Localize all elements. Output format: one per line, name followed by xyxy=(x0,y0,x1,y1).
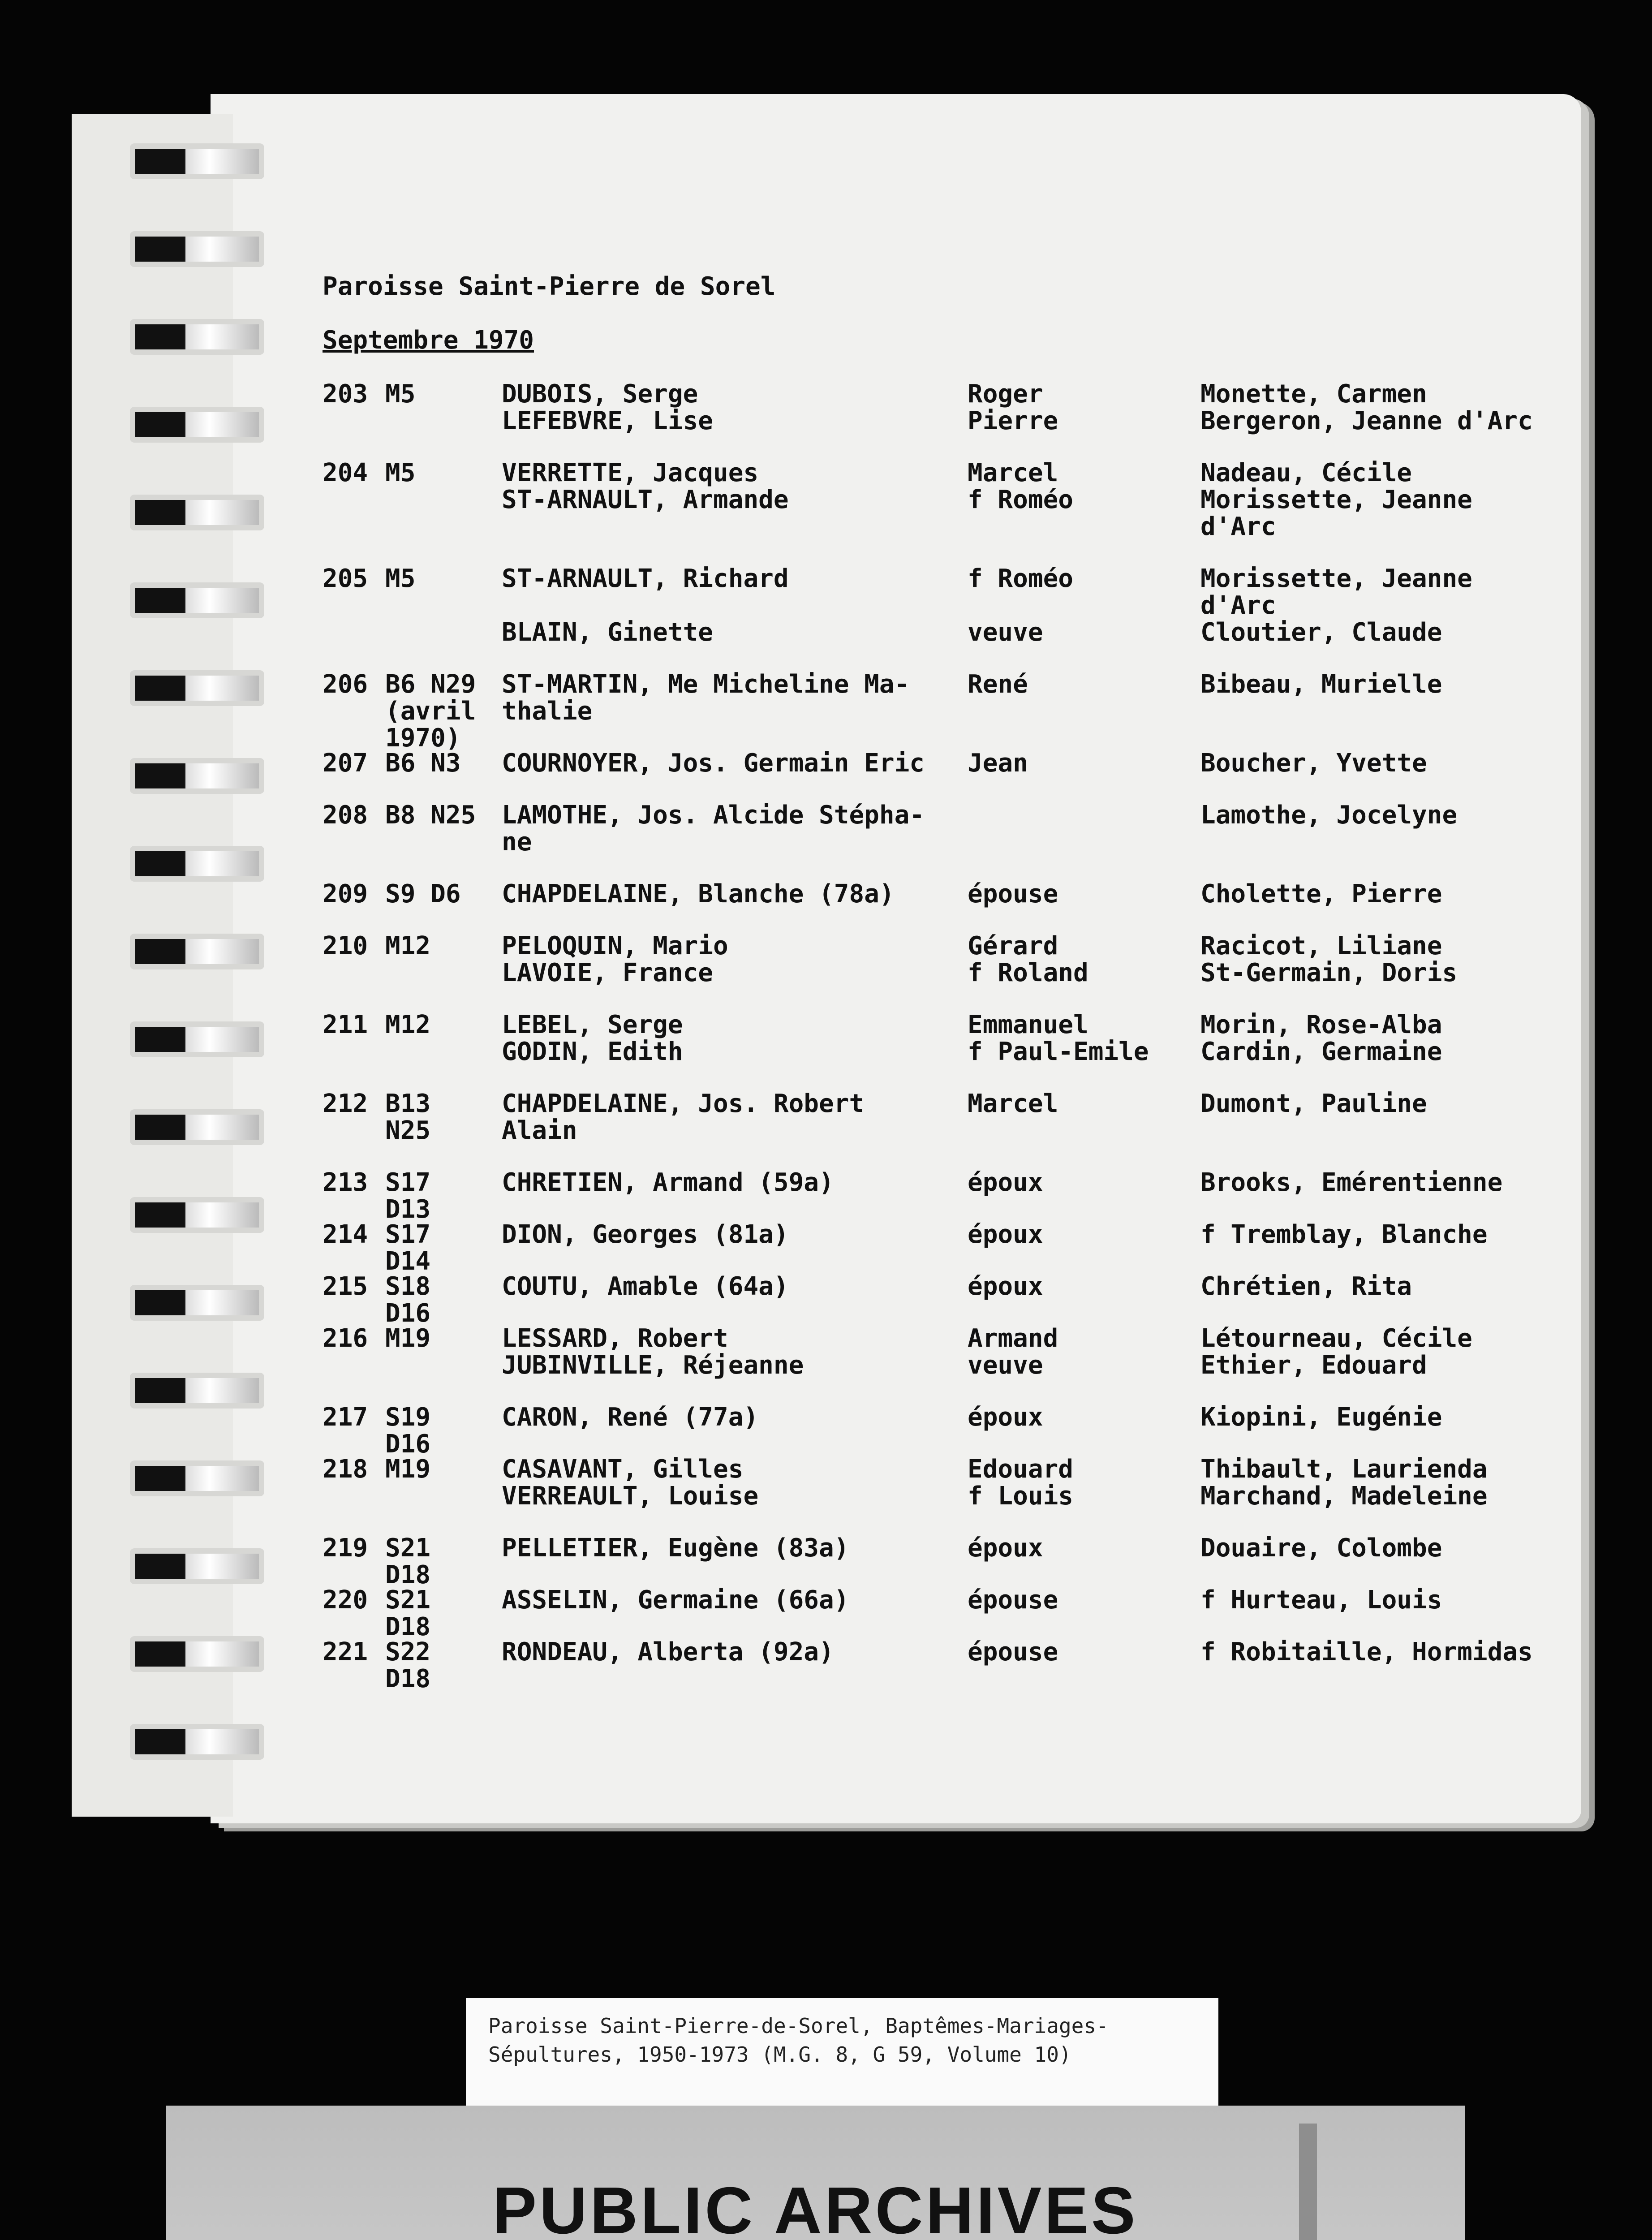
entry-number: 205 xyxy=(323,564,368,593)
spiral-ring xyxy=(130,1021,264,1057)
entry-other-parent: Bibeau, Murielle xyxy=(1200,670,1442,699)
entry-number: 211 xyxy=(323,1010,368,1039)
entry-parent: épouse xyxy=(968,1637,1058,1667)
entry-number: 213 xyxy=(323,1168,368,1197)
banner-edge xyxy=(1299,2124,1317,2240)
microfilm-label xyxy=(466,1998,1218,2106)
entry-code: S19 D16 xyxy=(385,1403,431,1459)
entry-parent: époux xyxy=(968,1403,1043,1432)
entry-parent: époux xyxy=(968,1168,1043,1197)
entry-code: S18 D16 xyxy=(385,1272,431,1328)
entry-other-parent: f Hurteau, Louis xyxy=(1200,1585,1442,1615)
entry-number: 215 xyxy=(323,1272,368,1301)
spiral-ring xyxy=(130,1285,264,1321)
label-line-1: Paroisse Saint-Pierre-de-Sorel, Baptêmes-Mariages- xyxy=(488,2014,1109,2038)
entry-code: M5 xyxy=(385,458,416,487)
entry-number: 218 xyxy=(323,1455,368,1484)
entry-code: M5 xyxy=(385,379,416,409)
entry-other-parent: Lamothe, Jocelyne xyxy=(1200,801,1458,830)
entry-parent: époux xyxy=(968,1534,1043,1563)
entry-other-parent: Thibault, Laurienda Marchand, Madeleine xyxy=(1200,1455,1488,1511)
entry-code: S21 D18 xyxy=(385,1534,431,1590)
entry-name: CHRETIEN, Armand (59a) xyxy=(502,1168,834,1197)
entry-number: 206 xyxy=(323,670,368,699)
entry-name: CHAPDELAINE, Blanche (78a) xyxy=(502,879,895,909)
entry-code: M19 xyxy=(385,1455,431,1484)
entry-code: S22 D18 xyxy=(385,1637,431,1693)
entry-name: DION, Georges (81a) xyxy=(502,1220,789,1249)
entry-other-parent: Kiopini, Eugénie xyxy=(1200,1403,1442,1432)
entry-name: PELLETIER, Eugène (83a) xyxy=(502,1534,849,1563)
entry-other-parent: Cholette, Pierre xyxy=(1200,879,1442,909)
entry-other-parent: Létourneau, Cécile Ethier, Edouard xyxy=(1200,1324,1472,1380)
entry-parent: Emmanuel f Paul-Emile xyxy=(968,1010,1149,1066)
entry-code: B13 N25 xyxy=(385,1089,431,1145)
entry-name: ST-ARNAULT, Richard BLAIN, Ginette xyxy=(502,564,789,647)
entry-other-parent: Morissette, Jeanne d'Arc Cloutier, Claude xyxy=(1200,564,1472,647)
entry-name: ST-MARTIN, Me Micheline Ma- thalie xyxy=(502,670,910,726)
entry-code: B6 N3 xyxy=(385,749,461,778)
entry-number: 203 xyxy=(323,379,368,409)
entry-other-parent: Dumont, Pauline xyxy=(1200,1089,1427,1118)
entry-number: 221 xyxy=(323,1637,368,1667)
entry-name: DUBOIS, Serge LEFEBVRE, Lise xyxy=(502,379,714,435)
entry-name: COUTU, Amable (64a) xyxy=(502,1272,789,1301)
spiral-ring xyxy=(130,1724,264,1760)
spiral-ring xyxy=(130,1109,264,1145)
month-heading: Septembre 1970 xyxy=(323,326,534,355)
entry-code: S9 D6 xyxy=(385,879,461,909)
entry-parent: René xyxy=(968,670,1028,699)
entry-code: M12 xyxy=(385,1010,431,1039)
entry-name: CARON, René (77a) xyxy=(502,1403,759,1432)
spiral-ring xyxy=(130,846,264,882)
spiral-ring xyxy=(130,495,264,530)
entry-name: LESSARD, Robert JUBINVILLE, Réjeanne xyxy=(502,1324,804,1380)
spiral-ring xyxy=(130,1636,264,1672)
spiral-ring xyxy=(130,758,264,794)
entry-parent: épouse xyxy=(968,1585,1058,1615)
spiral-ring xyxy=(130,231,264,267)
entry-code: M12 xyxy=(385,931,431,961)
entry-parent: époux xyxy=(968,1272,1043,1301)
entry-number: 207 xyxy=(323,749,368,778)
entry-code: M19 xyxy=(385,1324,431,1353)
spiral-ring xyxy=(130,407,264,443)
entry-other-parent: Chrétien, Rita xyxy=(1200,1272,1412,1301)
entry-name: LEBEL, Serge GODIN, Edith xyxy=(502,1010,683,1066)
entry-number: 204 xyxy=(323,458,368,487)
spiral-ring xyxy=(130,319,264,355)
entry-number: 214 xyxy=(323,1220,368,1249)
entry-code: S21 D18 xyxy=(385,1585,431,1641)
entry-name: CHAPDELAINE, Jos. Robert Alain xyxy=(502,1089,865,1145)
banner-public-archives: PUBLIC ARCHIVES xyxy=(492,2174,1138,2240)
entry-code: S17 D13 xyxy=(385,1168,431,1224)
entry-name: CASAVANT, Gilles VERREAULT, Louise xyxy=(502,1455,759,1511)
entry-number: 210 xyxy=(323,931,368,961)
entry-code: B6 N29 (avril 1970) xyxy=(385,670,476,753)
entry-parent: Jean xyxy=(968,749,1028,778)
label-line-2: Sépultures, 1950-1973 (M.G. 8, G 59, Volume 10) xyxy=(488,2042,1071,2067)
entry-parent: Marcel xyxy=(968,1089,1058,1118)
spiral-ring xyxy=(130,670,264,706)
entry-parent: Gérard f Roland xyxy=(968,931,1088,987)
entry-number: 220 xyxy=(323,1585,368,1615)
entry-name: RONDEAU, Alberta (92a) xyxy=(502,1637,834,1667)
entry-parent: f Roméo veuve xyxy=(968,564,1074,647)
entry-name: ASSELIN, Germaine (66a) xyxy=(502,1585,849,1615)
entry-parent: Armand veuve xyxy=(968,1324,1058,1380)
spiral-ring xyxy=(130,1460,264,1496)
parish-heading: Paroisse Saint-Pierre de Sorel xyxy=(323,272,776,301)
entry-other-parent: Racicot, Liliane St-Germain, Doris xyxy=(1200,931,1458,987)
spiral-ring xyxy=(130,934,264,969)
entry-name: LAMOTHE, Jos. Alcide Stépha- ne xyxy=(502,801,925,857)
entry-code: M5 xyxy=(385,564,416,593)
entry-code: S17 D14 xyxy=(385,1220,431,1276)
entry-number: 216 xyxy=(323,1324,368,1353)
spiral-ring xyxy=(130,1197,264,1233)
entry-number: 212 xyxy=(323,1089,368,1118)
entry-code: B8 N25 xyxy=(385,801,476,830)
entry-parent: époux xyxy=(968,1220,1043,1249)
entry-parent: Marcel f Roméo xyxy=(968,458,1074,514)
entry-other-parent: f Robitaille, Hormidas xyxy=(1200,1637,1533,1667)
entry-name: PELOQUIN, Mario LAVOIE, France xyxy=(502,931,728,987)
entry-number: 209 xyxy=(323,879,368,909)
spiral-ring xyxy=(130,143,264,179)
entry-parent: Roger Pierre xyxy=(968,379,1058,435)
entry-name: VERRETTE, Jacques ST-ARNAULT, Armande xyxy=(502,458,789,514)
spiral-ring xyxy=(130,1373,264,1409)
entry-other-parent: Monette, Carmen Bergeron, Jeanne d'Arc xyxy=(1200,379,1533,435)
entry-parent: Edouard f Louis xyxy=(968,1455,1074,1511)
entry-number: 208 xyxy=(323,801,368,830)
entry-other-parent: f Tremblay, Blanche xyxy=(1200,1220,1488,1249)
entry-number: 217 xyxy=(323,1403,368,1432)
spiral-ring xyxy=(130,1548,264,1584)
entry-other-parent: Boucher, Yvette xyxy=(1200,749,1427,778)
entry-other-parent: Brooks, Emérentienne xyxy=(1200,1168,1503,1197)
archives-banner xyxy=(166,2106,1465,2240)
entry-number: 219 xyxy=(323,1534,368,1563)
spiral-binding xyxy=(130,143,278,1783)
entry-other-parent: Morin, Rose-Alba Cardin, Germaine xyxy=(1200,1010,1442,1066)
spiral-ring xyxy=(130,582,264,618)
entry-other-parent: Nadeau, Cécile Morissette, Jeanne d'Arc xyxy=(1200,458,1472,541)
entry-name: COURNOYER, Jos. Germain Eric xyxy=(502,749,925,778)
entry-other-parent: Douaire, Colombe xyxy=(1200,1534,1442,1563)
entry-parent: épouse xyxy=(968,879,1058,909)
